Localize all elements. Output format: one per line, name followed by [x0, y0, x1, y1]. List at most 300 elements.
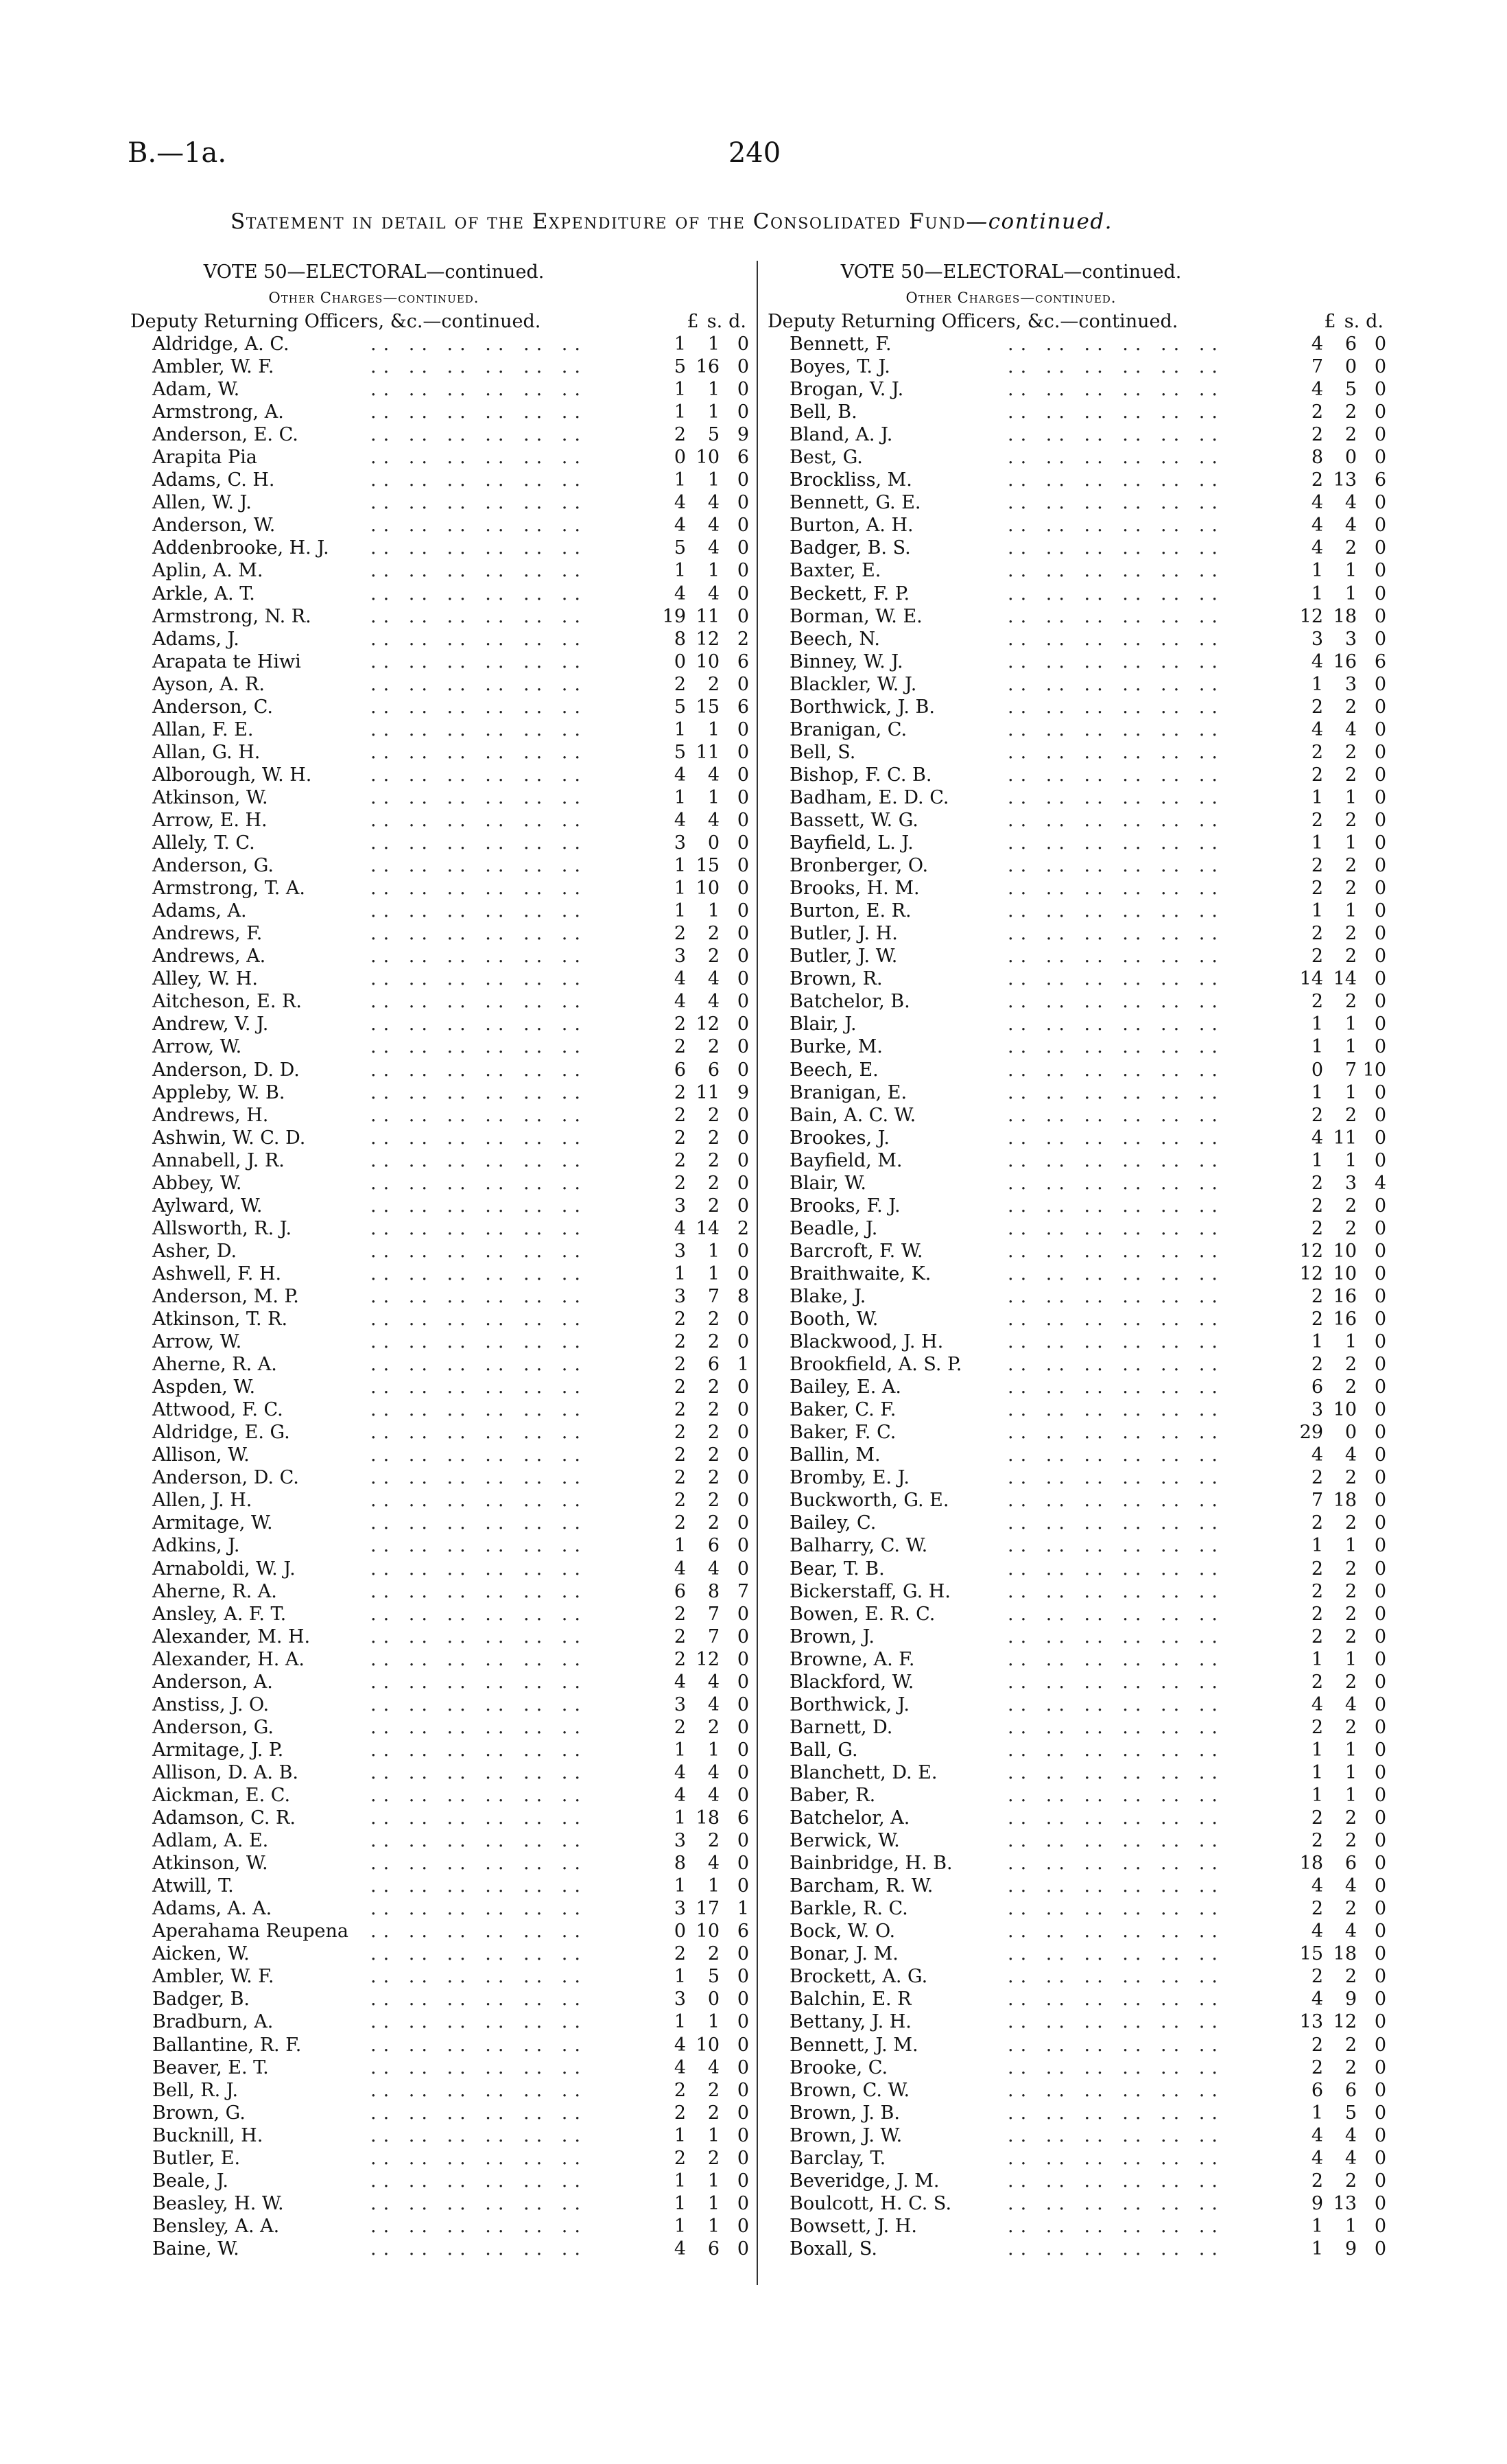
amount-shillings: 2 [1344, 1195, 1357, 1217]
amount-pence: 0 [1374, 832, 1386, 854]
amount-pounds: 2 [674, 1331, 686, 1353]
table-row [768, 1195, 1385, 1217]
entry-name: Armstrong, A. [152, 401, 284, 423]
entry-name: Anderson, D. C. [152, 1467, 299, 1489]
leader-dots: .. .. .. .. .. .. [370, 447, 587, 469]
amount-shillings: 2 [1344, 1603, 1357, 1625]
leader-dots: .. .. .. .. .. .. [1008, 673, 1224, 695]
leader-dots: .. .. .. .. .. .. [1008, 1761, 1224, 1783]
amount-shillings: 4 [707, 537, 720, 559]
table-row [768, 1626, 1385, 1648]
leader-dots: .. .. .. .. .. .. [370, 1172, 587, 1194]
table-row [130, 1671, 748, 1693]
amount-pounds: 1 [674, 2215, 686, 2237]
amount-pence: 0 [1374, 605, 1386, 627]
leader-dots: .. .. .. .. .. .. [370, 1898, 587, 1920]
table-row [768, 1421, 1385, 1444]
entry-name: Binney, W. J. [790, 650, 903, 672]
amount-pounds: 4 [674, 1785, 686, 1806]
amount-pounds: 2 [1311, 1217, 1323, 1239]
leader-dots: .. .. .. .. .. .. [370, 2034, 587, 2056]
table-row [130, 945, 748, 967]
entry-name: Brown, G. [152, 2102, 246, 2124]
amount-pence: 0 [1374, 1626, 1386, 1647]
table-row [130, 1489, 748, 1512]
amount-pence: 0 [737, 946, 749, 967]
leader-dots: .. .. .. .. .. .. [370, 696, 587, 718]
amount-pounds: 12 [1299, 1240, 1323, 1262]
amount-shillings: 0 [1344, 356, 1357, 378]
amount-pounds: 8 [674, 628, 686, 650]
entry-name: Andrews, H. [152, 1104, 269, 1126]
amount-pence: 0 [737, 560, 749, 582]
entry-name: Anstiss, J. O. [152, 1693, 270, 1715]
amount-shillings: 15 [696, 855, 720, 877]
table-row [130, 854, 748, 877]
table-row [130, 832, 748, 854]
leader-dots: .. .. .. .. .. .. [370, 1354, 587, 1376]
leader-dots: .. .. .. .. .. .. [1008, 379, 1224, 401]
amount-pounds: 1 [1311, 2215, 1323, 2237]
table-row [768, 1104, 1385, 1127]
entry-name: Aickman, E. C. [152, 1785, 291, 1806]
amount-shillings: 1 [707, 2011, 720, 2033]
table-row [130, 514, 748, 537]
amount-pence: 0 [737, 1558, 749, 1580]
entry-list [130, 333, 748, 2260]
amount-shillings: 2 [1344, 1104, 1357, 1126]
entry-name: Blair, J. [790, 1013, 857, 1035]
amount-pence: 0 [1374, 1988, 1386, 2010]
amount-pence: 0 [1374, 786, 1386, 808]
entry-name: Bell, B. [790, 401, 857, 423]
amount-pounds: 1 [1311, 832, 1323, 854]
amount-pounds: 0 [674, 1921, 686, 1943]
amount-pounds: 2 [1311, 809, 1323, 831]
table-row [768, 1807, 1385, 1829]
leader-dots: .. .. .. .. .. .. [370, 2147, 587, 2169]
leader-dots: .. .. .. .. .. .. [370, 1240, 587, 1262]
amount-shillings: 4 [707, 1558, 720, 1580]
entry-name: Berwick, W. [790, 1830, 900, 1852]
table-row [130, 1240, 748, 1263]
table-row [768, 1149, 1385, 1172]
table-row [130, 2215, 748, 2238]
leader-dots: .. .. .. .. .. .. [370, 2011, 587, 2033]
entry-name: Allison, D. A. B. [152, 1761, 299, 1783]
leader-dots: .. .. .. .. .. .. [1008, 1875, 1224, 1897]
entry-name: Ashwin, W. C. D. [152, 1127, 306, 1149]
amount-pence: 4 [1374, 1172, 1386, 1194]
amount-pounds: 2 [1311, 1898, 1323, 1920]
entry-name: Armitage, W. [152, 1512, 273, 1534]
entry-name: Ansley, A. F. T. [152, 1603, 287, 1625]
amount-shillings: 11 [696, 605, 720, 627]
table-row [768, 537, 1385, 559]
entry-name: Bayfield, M. [790, 1149, 903, 1171]
amount-shillings: 0 [1344, 1422, 1357, 1444]
amount-pence: 0 [1374, 1943, 1386, 1965]
table-row [130, 1943, 748, 1965]
amount-pence: 0 [1374, 1331, 1386, 1353]
amount-pence: 0 [1374, 1671, 1386, 1693]
amount-shillings: 1 [707, 469, 720, 491]
entry-name: Brockett, A. G. [790, 1966, 928, 1988]
amount-pounds: 4 [1311, 333, 1323, 355]
table-row [768, 1988, 1385, 2010]
amount-pence: 0 [1374, 809, 1386, 831]
amount-pence: 0 [1374, 1966, 1386, 1988]
amount-pounds: 1 [1311, 1013, 1323, 1035]
amount-pence: 0 [737, 1943, 749, 1965]
amount-pounds: 4 [674, 2238, 686, 2260]
subhead-row [768, 310, 1385, 333]
table-row [130, 1784, 748, 1807]
table-row [130, 967, 748, 990]
entry-name: Bonar, J. M. [790, 1943, 899, 1965]
amount-pence: 0 [737, 1444, 749, 1466]
amount-shillings: 16 [1333, 1285, 1357, 1307]
amount-shillings: 1 [1344, 1648, 1357, 1670]
amount-pounds: 4 [674, 1671, 686, 1693]
amount-pounds: 5 [674, 356, 686, 378]
amount-pounds: 2 [1311, 923, 1323, 945]
amount-pence: 0 [737, 786, 749, 808]
amount-shillings: 1 [707, 560, 720, 582]
table-row [130, 1013, 748, 1035]
amount-shillings: 12 [696, 628, 720, 650]
amount-pounds: 2 [1311, 946, 1323, 967]
amount-shillings: 10 [1333, 1263, 1357, 1284]
table-row [130, 2170, 748, 2192]
table-row [130, 1059, 748, 1081]
table-row [130, 1761, 748, 1784]
amount-pence: 0 [737, 1309, 749, 1330]
entry-name: Browne, A. F. [790, 1648, 915, 1670]
leader-dots: .. .. .. .. .. .. [1008, 2238, 1224, 2260]
leader-dots: .. .. .. .. .. .. [370, 2079, 587, 2101]
amount-pence: 0 [1374, 1036, 1386, 1058]
leader-dots: .. .. .. .. .. .. [370, 2056, 587, 2078]
leader-dots: .. .. .. .. .. .. [1008, 878, 1224, 900]
amount-pence: 0 [737, 1467, 749, 1489]
entry-name: Bassett, W. G. [790, 809, 918, 831]
amount-pounds: 1 [1311, 1036, 1323, 1058]
amount-pence: 10 [1362, 1059, 1386, 1081]
table-row [768, 2034, 1385, 2056]
table-row [130, 2056, 748, 2079]
leader-dots: .. .. .. .. .. .. [1008, 2102, 1224, 2124]
table-row [768, 378, 1385, 401]
table-row [768, 2238, 1385, 2260]
table-row [768, 1512, 1385, 1534]
table-row [768, 514, 1385, 537]
amount-shillings: 1 [1344, 1761, 1357, 1783]
leader-dots: .. .. .. .. .. .. [370, 1875, 587, 1897]
amount-pounds: 1 [674, 718, 686, 740]
leader-dots: .. .. .. .. .. .. [1008, 1399, 1224, 1421]
amount-pounds: 13 [1299, 2011, 1323, 2033]
table-row [130, 1693, 748, 1716]
amount-pounds: 12 [1299, 605, 1323, 627]
amount-pounds: 3 [674, 946, 686, 967]
amount-shillings: 1 [1344, 1785, 1357, 1806]
leader-dots: .. .. .. .. .. .. [370, 2192, 587, 2214]
amount-pence: 0 [1374, 1558, 1386, 1580]
amount-shillings: 1 [1344, 1036, 1357, 1058]
entry-name: Borthwick, J. [790, 1693, 910, 1715]
table-row [768, 1127, 1385, 1149]
amount-pounds: 4 [674, 583, 686, 605]
amount-pence: 0 [737, 515, 749, 537]
entry-name: Bucknill, H. [152, 2124, 263, 2146]
amount-pence: 0 [1374, 2192, 1386, 2214]
amount-pounds: 8 [1311, 447, 1323, 469]
amount-shillings: 2 [707, 2147, 720, 2169]
entry-name: Brookes, J. [790, 1127, 890, 1149]
amount-shillings: 2 [1344, 1830, 1357, 1852]
amount-shillings: 1 [707, 2215, 720, 2237]
leader-dots: .. .. .. .. .. .. [370, 1988, 587, 2010]
column-divider [757, 261, 758, 2285]
amount-pounds: 2 [1311, 2170, 1323, 2192]
table-row [768, 1013, 1385, 1035]
entry-name: Bromby, E. J. [790, 1467, 910, 1489]
leader-dots: .. .. .. .. .. .. [1008, 1603, 1224, 1625]
amount-pounds: 4 [674, 968, 686, 990]
amount-shillings: 2 [707, 2102, 720, 2124]
leader-dots: .. .. .. .. .. .. [1008, 1240, 1224, 1262]
amount-pence: 0 [1374, 1104, 1386, 1126]
amount-pence: 0 [1374, 1898, 1386, 1920]
amount-pence: 0 [1374, 2102, 1386, 2124]
leader-dots: .. .. .. .. .. .. [370, 1127, 587, 1149]
amount-pounds: 2 [674, 1127, 686, 1149]
amount-pounds: 4 [1311, 718, 1323, 740]
amount-pounds: 2 [1311, 401, 1323, 423]
leader-dots: .. .. .. .. .. .. [1008, 447, 1224, 469]
amount-pounds: 4 [1311, 1693, 1323, 1715]
amount-pence: 0 [737, 741, 749, 763]
amount-pence: 6 [1374, 469, 1386, 491]
amount-shillings: 4 [1344, 2124, 1357, 2146]
entry-name: Aitcheson, E. R. [152, 991, 302, 1013]
entry-name: Bettany, J. H. [790, 2011, 912, 2033]
table-row [130, 1104, 748, 1127]
amount-pounds: 3 [674, 1898, 686, 1920]
table-row [768, 1217, 1385, 1240]
table-row [130, 1920, 748, 1943]
table-row [768, 355, 1385, 378]
amount-shillings: 2 [1344, 1354, 1357, 1376]
amount-shillings: 2 [1344, 401, 1357, 423]
amount-shillings: 1 [707, 1875, 720, 1897]
leader-dots: .. .. .. .. .. .. [370, 1716, 587, 1738]
amount-shillings: 2 [1344, 1376, 1357, 1398]
entry-name: Armstrong, T. A. [152, 878, 306, 900]
amount-pounds: 2 [674, 1444, 686, 1466]
amount-pence: 0 [737, 1671, 749, 1693]
amount-shillings: 4 [1344, 1693, 1357, 1715]
amount-pounds: 2 [1311, 1580, 1323, 1602]
amount-shillings: 5 [707, 1966, 720, 1988]
amount-pounds: 3 [674, 1240, 686, 1262]
entry-name: Bowsett, J. H. [790, 2215, 917, 2237]
amount-pence: 0 [1374, 2147, 1386, 2169]
amount-pounds: 2 [1311, 1603, 1323, 1625]
leader-dots: .. .. .. .. .. .. [370, 1921, 587, 1943]
table-row [768, 1376, 1385, 1398]
table-row [130, 673, 748, 696]
entry-name: Aplin, A. M. [152, 560, 263, 582]
table-row [768, 1875, 1385, 1897]
amount-pounds: 2 [1311, 764, 1323, 786]
amount-shillings: 7 [707, 1285, 720, 1307]
table-row [768, 673, 1385, 696]
leader-dots: .. .. .. .. .. .. [370, 537, 587, 559]
table-row [768, 1059, 1385, 1081]
entry-name: Arkle, A. T. [152, 583, 255, 605]
amount-pounds: 1 [1311, 560, 1323, 582]
table-row [768, 945, 1385, 967]
amount-pence: 0 [1374, 673, 1386, 695]
subhead-row [130, 310, 748, 333]
entry-name: Baker, F. C. [790, 1422, 897, 1444]
amount-pence: 0 [737, 2238, 749, 2260]
amount-pence: 0 [1374, 1807, 1386, 1829]
amount-pence: 0 [1374, 2170, 1386, 2192]
leader-dots: .. .. .. .. .. .. [1008, 469, 1224, 491]
amount-pence: 0 [1374, 356, 1386, 378]
table-row [130, 2102, 748, 2124]
table-row [768, 401, 1385, 423]
amount-pence: 0 [737, 2147, 749, 2169]
amount-pence: 0 [1374, 900, 1386, 922]
amount-shillings: 2 [1344, 2170, 1357, 2192]
amount-pence: 0 [1374, 1648, 1386, 1670]
leader-dots: .. .. .. .. .. .. [1008, 1263, 1224, 1284]
leader-dots: .. .. .. .. .. .. [1008, 900, 1224, 922]
amount-shillings: 4 [707, 2056, 720, 2078]
amount-pence: 0 [737, 1013, 749, 1035]
entry-name: Baxter, E. [790, 560, 881, 582]
amount-pounds: 2 [1311, 469, 1323, 491]
leader-dots: .. .. .. .. .. .. [1008, 1104, 1224, 1126]
table-row [130, 469, 748, 491]
entry-name: Batchelor, A. [790, 1807, 910, 1829]
leader-dots: .. .. .. .. .. .. [370, 1830, 587, 1852]
entry-name: Arapita Pia [152, 447, 257, 469]
table-row [130, 1149, 748, 1172]
table-row [768, 605, 1385, 628]
table-row [130, 1626, 748, 1648]
entry-name: Brooks, H. M. [790, 878, 920, 900]
table-row [768, 967, 1385, 990]
table-row [768, 1580, 1385, 1603]
amount-pence: 6 [737, 696, 749, 718]
entry-name: Beadle, J. [790, 1217, 878, 1239]
amount-pounds: 2 [1311, 1172, 1323, 1194]
amount-pence: 0 [737, 1263, 749, 1284]
amount-pence: 0 [737, 923, 749, 945]
table-row [768, 1784, 1385, 1807]
amount-shillings: 4 [1344, 1444, 1357, 1466]
leader-dots: .. .. .. .. .. .. [370, 1807, 587, 1829]
amount-pounds: 4 [1311, 537, 1323, 559]
amount-pence: 0 [737, 855, 749, 877]
leader-dots: .. .. .. .. .. .. [370, 764, 587, 786]
amount-pence: 0 [1374, 2215, 1386, 2237]
leader-dots: .. .. .. .. .. .. [1008, 333, 1224, 355]
amount-pounds: 7 [1311, 356, 1323, 378]
entry-name: Adams, J. [152, 628, 239, 650]
amount-pounds: 14 [1299, 968, 1323, 990]
entry-name: Borthwick, J. B. [790, 696, 935, 718]
amount-shillings: 4 [1344, 515, 1357, 537]
amount-pounds: 1 [1311, 673, 1323, 695]
leader-dots: .. .. .. .. .. .. [370, 741, 587, 763]
entry-name: Adam, W. [152, 379, 240, 401]
table-row [768, 1489, 1385, 1512]
leader-dots: .. .. .. .. .. .. [370, 1376, 587, 1398]
amount-pence: 0 [737, 333, 749, 355]
leader-dots: .. .. .. .. .. .. [1008, 1853, 1224, 1875]
entry-name: Arrow, E. H. [152, 809, 268, 831]
amount-shillings: 2 [707, 1104, 720, 1126]
table-row [130, 696, 748, 718]
leader-dots: .. .. .. .. .. .. [1008, 1127, 1224, 1149]
table-row [130, 1558, 748, 1580]
amount-pounds: 6 [1311, 2079, 1323, 2101]
amount-shillings: 2 [1344, 1966, 1357, 1988]
amount-pence: 0 [1374, 991, 1386, 1013]
amount-pounds: 2 [674, 1399, 686, 1421]
amount-pence: 0 [1374, 1761, 1386, 1783]
entry-name: Aherne, R. A. [152, 1580, 277, 1602]
amount-pounds: 1 [674, 1739, 686, 1761]
entry-name: Blackford, W. [790, 1671, 914, 1693]
table-row [768, 1353, 1385, 1376]
amount-pence: 7 [737, 1580, 749, 1602]
amount-shillings: 0 [707, 832, 720, 854]
amount-pounds: 4 [1311, 1988, 1323, 2010]
amount-pounds: 2 [1311, 2034, 1323, 2056]
amount-pence: 0 [1374, 1195, 1386, 1217]
entry-name: Braithwaite, K. [790, 1263, 932, 1284]
amount-shillings: 1 [1344, 832, 1357, 854]
entry-name: Badger, B. [152, 1988, 250, 2010]
entry-name: Anderson, G. [152, 855, 274, 877]
amount-pence: 0 [737, 1693, 749, 1715]
table-row [768, 1829, 1385, 1852]
leader-dots: .. .. .. .. .. .. [1008, 1013, 1224, 1035]
pounds-header: £ [1324, 311, 1336, 332]
amount-pounds: 4 [674, 492, 686, 514]
entry-name: Allen, J. H. [152, 1490, 252, 1512]
leader-dots: .. .. .. .. .. .. [1008, 1195, 1224, 1217]
amount-shillings: 1 [1344, 786, 1357, 808]
table-row [768, 446, 1385, 469]
entry-name: Annabell, J. R. [152, 1149, 285, 1171]
leader-dots: .. .. .. .. .. .. [370, 878, 587, 900]
amount-pounds: 1 [674, 1875, 686, 1897]
table-row [130, 1512, 748, 1534]
leader-dots: .. .. .. .. .. .. [370, 560, 587, 582]
leader-dots: .. .. .. .. .. .. [1008, 718, 1224, 740]
amount-shillings: 1 [707, 900, 720, 922]
entry-name: Allely, T. C. [152, 832, 255, 854]
leader-dots: .. .. .. .. .. .. [370, 1558, 587, 1580]
